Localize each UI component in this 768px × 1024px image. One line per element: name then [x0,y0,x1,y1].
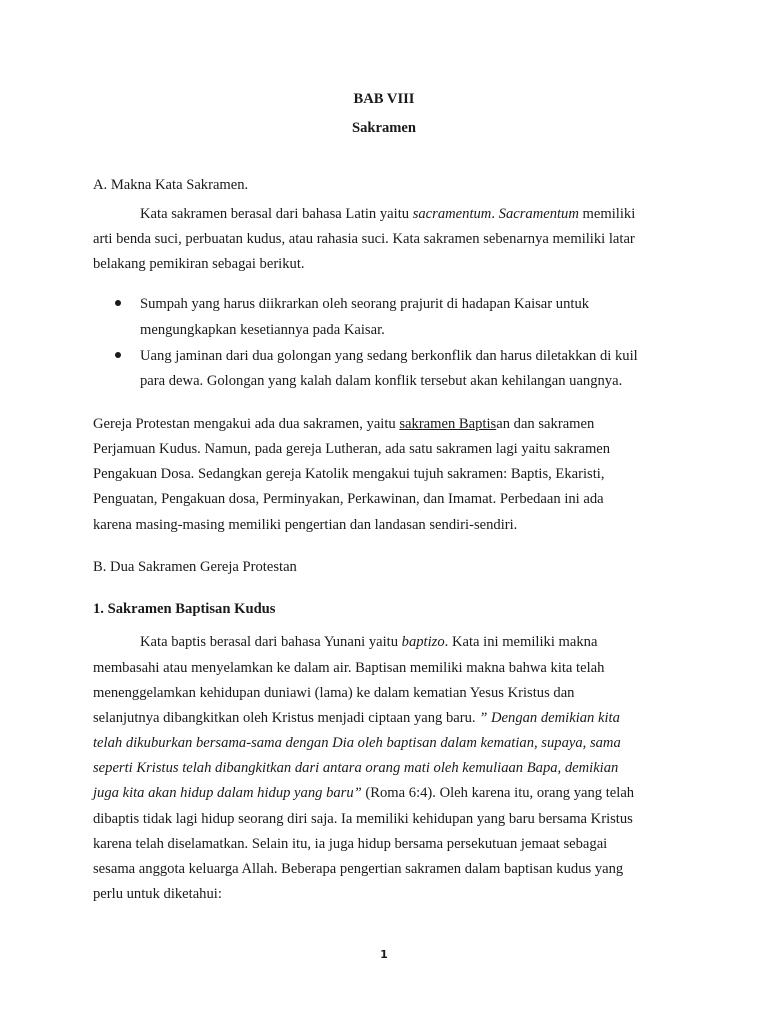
section-b-para-line8: dibaptis tidak lagi hidup seorang diri saja. Ia memiliki kehidupan yang baru bersama Kristus [93,811,633,827]
section-a-para2-line5: karena masing-masing memiliki pengertian dan landasan sendiri-sendiri. [93,517,518,533]
section-b-para-line3: menenggelamkan kehidupan duniawi (lama) ke dalam kematian Yesus Kristus dan [93,685,575,701]
section-b-heading: B. Dua Sakramen Gereja Protestan [93,559,297,575]
section-a-para1-line1: Kata sakramen berasal dari bahasa Latin yaitu sacramentum. Sacramentum memiliki [140,206,636,222]
section-b-para-line7: juga kita akan hidup dalam hidup yang baru” (Roma 6:4). Oleh karena itu, orang yang telah [93,785,635,801]
bullet-dot [115,300,121,306]
section-b-para-line11: perlu untuk diketahui: [93,886,222,902]
section-b-para-line2: membasahi atau menyelamkan ke dalam air. Baptisan memiliki makna bahwa kita telah [93,660,605,676]
section-b-para-line10: sesama anggota keluarga Allah. Beberapa pengertian sakramen dalam baptisan kudus yang [93,861,624,877]
subsection-1-heading: 1. Sakramen Baptisan Kudus [93,601,276,617]
bullet-2-line1: Uang jaminan dari dua golongan yang sedang berkonflik dan harus diletakkan di kuil [140,348,638,364]
section-b-para-line5: telah dikuburkan bersama-sama dengan Dia oleh baptisan dalam kematian, supaya, sama [93,735,621,751]
section-a-para2-line4: Penguatan, Pengakuan dosa, Perminyakan, Perkawinan, dan Imamat. Perbedaan ini ada [93,491,604,507]
bullet-1-line1: Sumpah yang harus diikrarkan oleh seorang prajurit di hadapan Kaisar untuk [140,296,590,312]
section-a-heading: A. Makna Kata Sakramen. [93,177,249,193]
sakramen-baptis-link[interactable]: sakramen Baptis [399,416,497,432]
section-b-para-line4: selanjutnya dibangkitkan oleh Kristus menjadi ciptaan yang baru. ” Dengan demikian kita [93,710,620,726]
section-a-para1-line2: arti benda suci, perbuatan kudus, atau rahasia suci. Kata sakramen sebenarnya memiliki latar [93,231,635,247]
section-b-para-line1: Kata baptis berasal dari bahasa Yunani yaitu baptizo. Kata ini memiliki makna [140,634,598,650]
section-b-para-line9: karena telah diselamatkan. Selain itu, ia juga hidup bersama persekutuan jemaat sebagai [93,836,608,852]
section-a-para2-line1: Gereja Protestan mengakui ada dua sakramen, yaitu sakramen Baptisan dan sakramen [93,416,595,432]
bullet-2-line2: para dewa. Golongan yang kalah dalam konflik tersebut akan kehilangan uangnya. [140,373,623,389]
section-a-para1-line3: belakang pemikiran sebagai berikut. [93,256,305,272]
page-number: 1 [380,948,388,961]
section-b-para-line6: seperti Kristus telah dibangkitkan dari antara orang mati oleh kemuliaan Bapa, demikian [93,760,619,776]
chapter-title: Sakramen [351,120,417,136]
bullet-1-line2: mengungkapkan kesetiannya pada Kaisar. [140,322,385,338]
chapter-heading: BAB VIII [353,91,415,107]
section-a-para2-line3: Pengakuan Dosa. Sedangkan gereja Katolik mengakui tujuh sakramen: Baptis, Ekaristi, [93,466,605,482]
bullet-dot [115,352,121,358]
section-a-para2-line2: Perjamuan Kudus. Namun, pada gereja Lutheran, ada satu sakramen lagi yaitu sakramen [93,441,611,457]
